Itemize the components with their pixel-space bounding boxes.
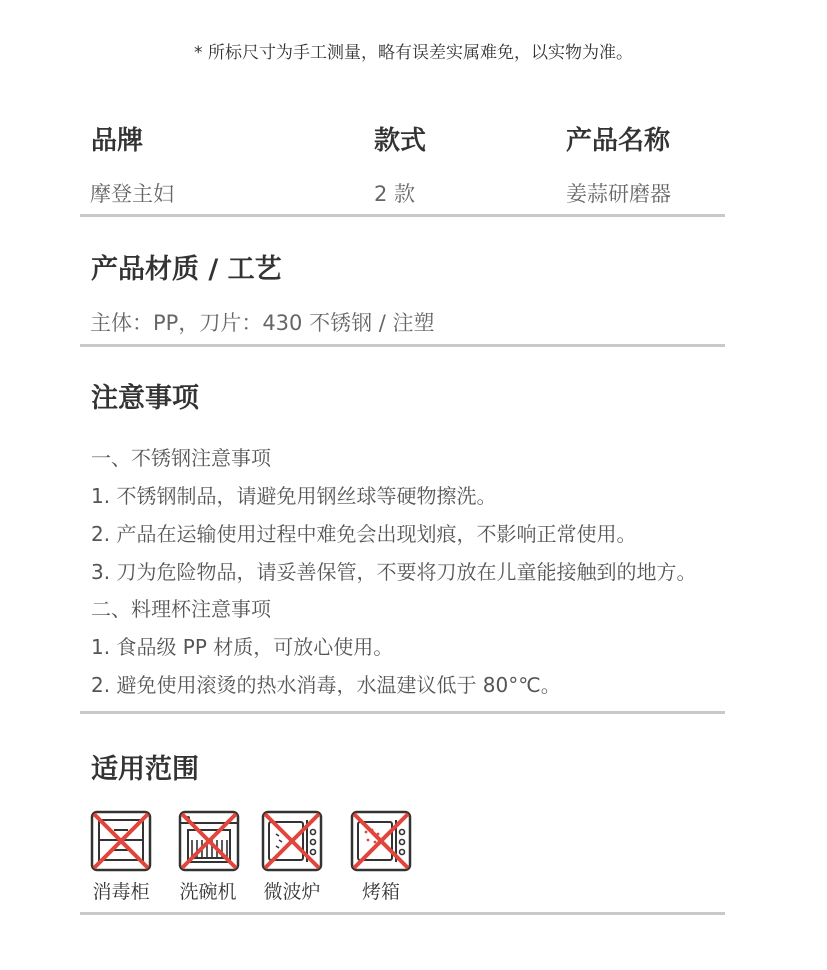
divider: [80, 344, 725, 347]
notice-line: 1. 不锈钢制品，请避免用钢丝球等硬物擦洗。: [91, 484, 497, 508]
dishwasher-icon: [178, 810, 240, 872]
notice-line: 1. 食品级 PP 材质，可放心使用。: [91, 635, 394, 659]
usage-label: 消毒柜: [92, 881, 150, 903]
product-name-value: 姜蒜研磨器: [566, 182, 671, 206]
divider: [80, 711, 725, 714]
style-label: 款式: [374, 126, 427, 156]
product-name-label: 产品名称: [566, 126, 671, 156]
brand-value: 摩登主妇: [90, 182, 174, 206]
material-title: 产品材质 / 工艺: [91, 254, 282, 285]
usage-label: 烤箱: [361, 881, 400, 903]
material-value: 主体：PP，刀片：430 不锈钢 / 注塑: [90, 311, 435, 335]
notice-title: 注意事项: [91, 383, 199, 414]
notice-line: 二、料理杯注意事项: [91, 597, 271, 621]
style-value: 2 款: [374, 182, 416, 206]
usage-title: 适用范围: [91, 754, 199, 785]
microwave-icon: [261, 810, 323, 872]
notice-line: 2. 避免使用滚烫的热水消毒，水温建议低于 80°℃。: [91, 673, 561, 697]
notice-line: 3. 刀为危险物品，请妥善保管，不要将刀放在儿童能接触到的地方。: [91, 560, 697, 584]
disinfection-cabinet-icon: [90, 810, 152, 872]
oven-icon: [350, 810, 412, 872]
disclaimer-note: * 所标尺寸为手工测量，略有误差实属难免，以实物为准。: [194, 43, 633, 63]
usage-label: 微波炉: [263, 881, 321, 903]
brand-label: 品牌: [91, 126, 144, 156]
divider: [80, 214, 725, 217]
notice-line: 一、不锈钢注意事项: [91, 446, 271, 470]
usage-label: 洗碗机: [179, 881, 237, 903]
notice-line: 2. 产品在运输使用过程中难免会出现划痕，不影响正常使用。: [91, 522, 637, 546]
divider: [80, 912, 725, 915]
